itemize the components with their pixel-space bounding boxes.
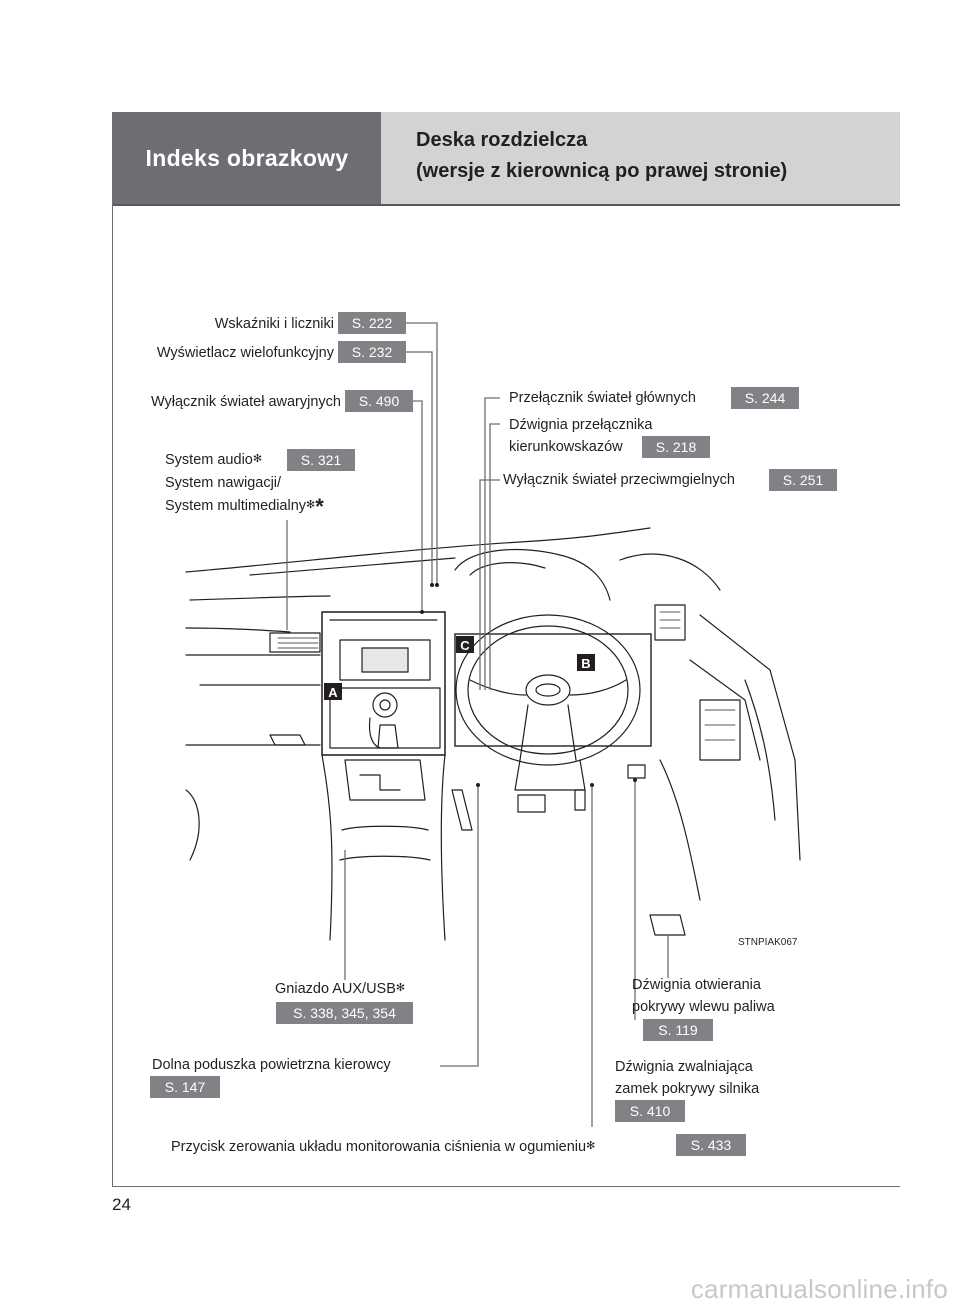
- tpms-label-text: Przycisk zerowania układu monitorowania ciśnienia w ogumieniu: [171, 1139, 587, 1155]
- gauges-page-badge[interactable]: S. 222: [338, 312, 406, 334]
- tpms-label: [171, 1137, 595, 1156]
- aux-usb-label-text: Gniazdo AUX/USB: [275, 981, 396, 997]
- subtitle-line-2: (wersje z kierownicą po prawej stronie): [416, 160, 788, 182]
- figure-code: STNPIAK067: [738, 937, 798, 948]
- hood-label-1: Dźwignia zwalniająca: [615, 1059, 753, 1075]
- audio-page-badge[interactable]: S. 321: [287, 449, 355, 471]
- hazard-label: Wyłącznik świateł awaryjnych: [150, 394, 341, 410]
- marker-c-label: C: [460, 638, 470, 653]
- fog-page-badge[interactable]: S. 251: [769, 469, 837, 491]
- right-vent: [655, 605, 685, 640]
- fuel-door-page-badge[interactable]: S. 119: [643, 1019, 713, 1041]
- hood-page-badge[interactable]: S. 410: [615, 1100, 685, 1122]
- multimedia-label-text: System multimedialny: [165, 498, 307, 514]
- tpms-page-badge[interactable]: S. 433: [676, 1134, 746, 1156]
- aux-usb-label: [275, 979, 405, 998]
- mid-page-badge[interactable]: S. 232: [338, 341, 406, 363]
- audio-label-text: System audio: [165, 452, 253, 468]
- headlight-label: Przełącznik świateł głównych: [509, 390, 696, 406]
- fuel-door-lever: [650, 915, 685, 935]
- star-mark: ✻: [586, 1140, 596, 1152]
- fuel-door-label-2: pokrywy wlewu paliwa: [632, 999, 775, 1015]
- watermark: carmanualsonline.info: [690, 1274, 948, 1304]
- headlight-page-badge[interactable]: S. 244: [731, 387, 799, 409]
- dash-top-line: [186, 528, 650, 572]
- meter-hood: [455, 550, 610, 600]
- marker-a: [324, 683, 342, 700]
- leader-turn-signal: [490, 424, 500, 690]
- hazard-page-badge[interactable]: S. 490: [345, 390, 413, 412]
- gauges-label: Wskaźniki i liczniki: [214, 316, 334, 332]
- window-switches: [700, 700, 740, 760]
- hood-label-2: zamek pokrywy silnika: [615, 1081, 760, 1097]
- fog-label: Wyłącznik świateł przeciwmgielnych: [503, 472, 735, 488]
- navigation-label: System nawigacji/: [165, 475, 282, 491]
- page-number: 24: [112, 1195, 131, 1214]
- subtitle-line-1: Deska rozdzielcza: [416, 129, 588, 151]
- brake-pedal: [518, 795, 545, 812]
- marker-a-label: A: [328, 685, 338, 700]
- star-mark: ✻: [306, 499, 316, 511]
- mid-label: Wyświetlacz wielofunkcyjny: [156, 345, 334, 361]
- audio-label: [165, 450, 262, 469]
- star-mark: ✻: [395, 982, 406, 994]
- star-mark: ✻: [252, 453, 263, 465]
- marker-b: [577, 654, 595, 671]
- leader-knee-airbag: [440, 785, 478, 1066]
- knee-airbag-label: Dolna poduszka powietrzna kierowcy: [152, 1057, 391, 1073]
- aux-usb-page-badge[interactable]: S. 338, 345, 354: [276, 1002, 413, 1024]
- marker-c: [456, 636, 474, 653]
- knee-airbag-page-badge[interactable]: S. 147: [150, 1076, 220, 1098]
- section-title: Indeks obrazkowy: [145, 144, 349, 171]
- left-vent: [270, 633, 320, 652]
- turn-signal-label-2: kierunkowskazów: [509, 439, 623, 455]
- multimedia-label: [165, 494, 324, 519]
- hood-release-lever: [628, 765, 645, 778]
- leader-hazard: [412, 401, 422, 612]
- turn-signal-label-1: Dźwignia przełącznika: [509, 417, 653, 433]
- big-star-mark: *: [315, 494, 324, 519]
- turn-signal-page-badge[interactable]: S. 218: [642, 436, 710, 458]
- marker-b-label: B: [581, 656, 591, 671]
- fuel-door-label-1: Dźwignia otwierania: [632, 977, 761, 993]
- steering-wheel: [456, 615, 640, 765]
